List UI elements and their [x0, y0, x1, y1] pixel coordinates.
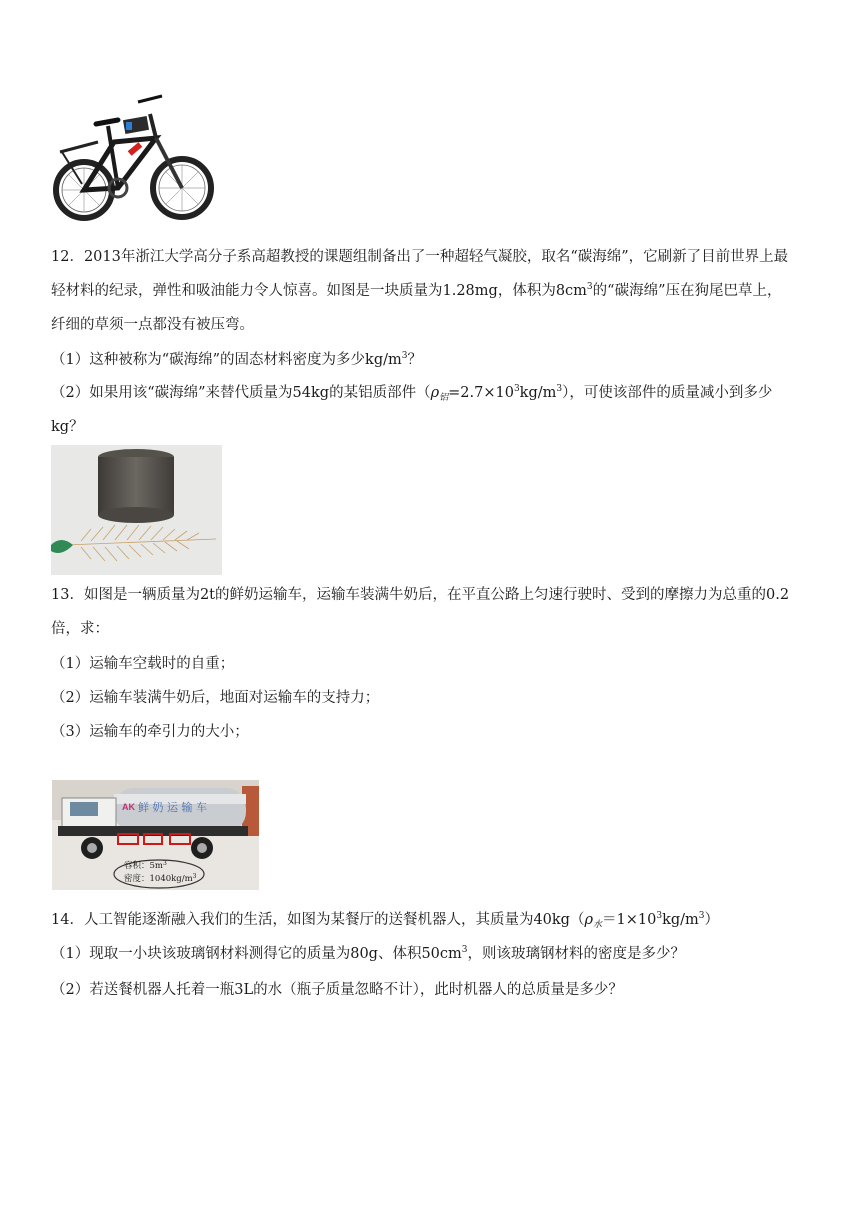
q13-intro: 13．如图是一辆质量为2t的鲜奶运输车，运输车装满牛奶后，在平直公路上匀速行驶时、受到的摩擦力为总重的0.2倍，求：: [51, 587, 790, 637]
q14-part1: （1）现取一小块该玻璃钢材料测得它的质量为80g、体积$50cm^3$，则该玻璃钢材料的密度是多少？: [51, 945, 686, 962]
q12-intro: 12．2013年浙江大学高分子系高超教授的课题组制备出了一种超轻气凝胶，取名“碳海绵”，它刷新了目前世界上最轻材料的纪录，弹性和吸油能力令人惊喜。如图是一块质量为1.28mg，体积为$8cm^3$的“碳海绵”压在狗尾巴草上，纤细的草须一点都没有被压弯。: [51, 249, 789, 333]
q13-part3: （3）运输车的牵引力的大小；: [51, 724, 249, 740]
q12-part2: （2）如果用该“碳海绵”来替代质量为54kg的某铝质部件$(\rho_铝=2.7\times 10^3kg/m^3)$，可使该部件的质量减小到多少kg？: [51, 384, 773, 435]
q12-part1: （1）这种被称为“碳海绵”的固态材料密度为多少$kg/m^3$？: [51, 351, 422, 368]
truck-density-label: 密度：$1040kg/m^3$: [124, 873, 197, 884]
q13-part1: （1）运输车空载时的自重；: [51, 656, 235, 672]
bicycle-figure: [52, 92, 214, 226]
q13-part2: （2）运输车装满牛奶后，地面对运输车的支持力；: [51, 690, 380, 706]
q14-part2: （2）若送餐机器人托着一瓶3L的水（瓶子质量忽略不计），此时机器人的总质量是多少？: [51, 982, 623, 998]
milk-truck-figure: [52, 780, 259, 890]
q14-intro: 14．人工智能逐渐融入我们的生活，如图为某餐厅的送餐机器人，其质量为$40kg(\rho_水=1\times 10^3kg/m^3)$: [51, 911, 720, 930]
truck-volume-label: 容积：$5m^3$: [124, 860, 167, 871]
truck-sign: 鲜 奶 运 输 车: [138, 801, 207, 814]
carbon-sponge-figure: [51, 445, 222, 575]
truck-logo: AK: [122, 802, 135, 812]
